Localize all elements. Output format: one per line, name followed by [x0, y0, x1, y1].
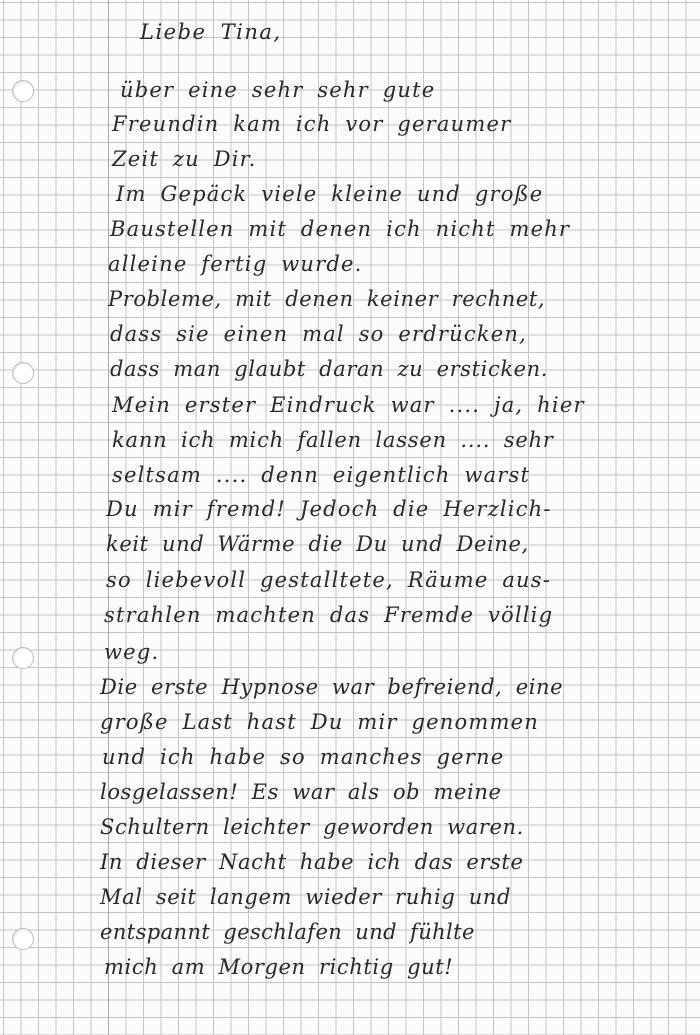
letter-line: In dieser Nacht habe ich das erste — [100, 850, 524, 874]
letter-line: große Last hast Du mir genommen — [100, 710, 539, 734]
letter-line: kann ich mich fallen lassen .... sehr — [112, 428, 554, 452]
letter-line: Mein erster Eindruck war .... ja, hier — [112, 393, 585, 417]
letter-line: Schultern leichter geworden waren. — [100, 815, 524, 839]
letter-line: Im Gepäck viele kleine und große — [116, 182, 544, 206]
letter-line: Freundin kam ich vor geraumer — [112, 112, 512, 136]
letter-line: und ich habe so manches gerne — [102, 745, 505, 769]
letter-line: Mal seit langem wieder ruhig und — [100, 885, 511, 909]
letter-line: weg. — [104, 640, 160, 664]
letter-line: mich am Morgen richtig gut! — [104, 955, 454, 979]
letter-line: über eine sehr sehr gute — [120, 78, 436, 102]
letter-line: Zeit zu Dir. — [112, 147, 257, 171]
letter-salutation: Liebe Tina, — [140, 20, 282, 44]
letter-line: dass man glaubt daran zu ersticken. — [110, 357, 549, 381]
letter-line: losgelassen! Es war als ob meine — [100, 780, 502, 804]
letter-line: entspannt geschlafen und fühlte — [100, 920, 475, 944]
letter-line: alleine fertig wurde. — [108, 252, 363, 276]
letter-line: Du mir fremd! Jedoch die Herzlich- — [106, 497, 552, 521]
letter-line: strahlen machten das Fremde völlig — [104, 603, 554, 627]
letter-line: keit und Wärme die Du und Deine, — [106, 532, 529, 556]
letter-line: seltsam .... denn eigentlich warst — [112, 463, 531, 487]
letter-line: Die erste Hypnose war befreiend, eine — [100, 675, 564, 699]
letter-line: Probleme, mit denen keiner rechnet, — [108, 287, 546, 311]
letter-line: dass sie einen mal so erdrücken, — [110, 322, 527, 346]
letter-line: so liebevoll gestalltete, Räume aus- — [106, 568, 552, 592]
letter-line: Baustellen mit denen ich nicht mehr — [110, 217, 571, 241]
